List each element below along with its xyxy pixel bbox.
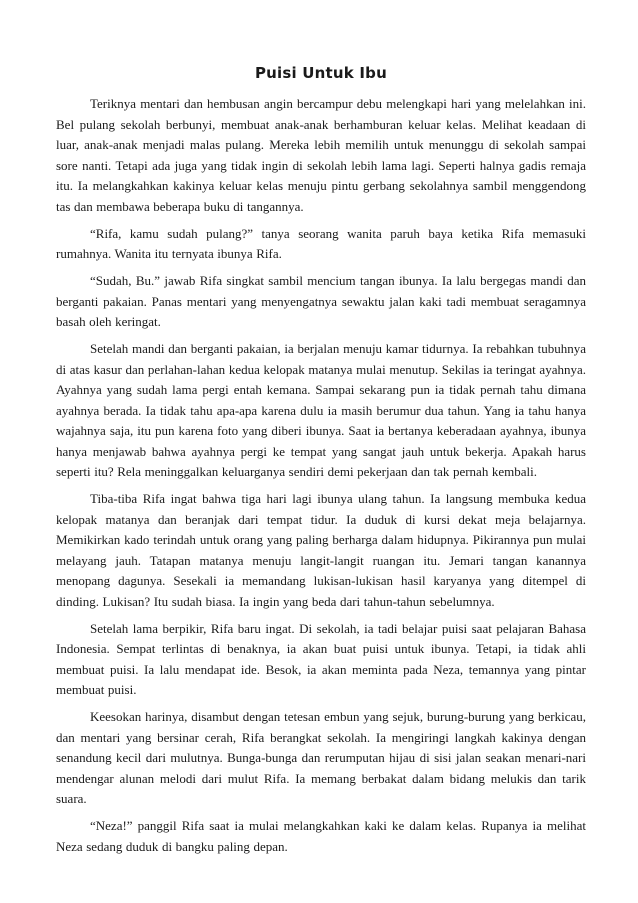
- paragraph: “Neza!” panggil Rifa saat ia mulai melangkahkan kaki ke dalam kelas. Rupanya ia melihat Neza sedang duduk di bangku paling depan.: [56, 818, 586, 854]
- document-title: Puisi Untuk Ibu: [254, 64, 387, 82]
- paragraph: “Sudah, Bu.” jawab Rifa singkat sambil mencium tangan ibunya. Ia lalu bergegas mandi dan berganti pakaian. Panas mentari yang menyengatnya sewaktu jalan kaki tadi membuat seragamnya basah oleh keringat.: [56, 273, 586, 329]
- paragraph: Tiba-tiba Rifa ingat bahwa tiga hari lagi ibunya ulang tahun. Ia langsung membuka kedua kelopak matanya dan beranjak dari tempat tidur. Ia duduk di kursi dekat meja belajarnya. Memikirkan kado terindah untuk orang yang paling berharga dalam hidupnya. Pikirannya pun mulai melayang jauh. Tatapan matanya menuju langit-langit ruangan itu. Jemari tangan kanannya menopang dagunya. Sesekali ia memandang lukisan-lukisan hasil karyanya yang ditempel di dinding. Lukisan? Itu sudah biasa. Ia ingin yang beda dari tahun-tahun sebelumnya.: [56, 491, 586, 609]
- document-page: [56, 62, 586, 864]
- paragraph: Setelah mandi dan berganti pakaian, ia berjalan menuju kamar tidurnya. Ia rebahkan tubuhnya di atas kasur dan perlahan-lahan kedua kelopak matanya mulai menutup. Sekilas ia teringat ayahnya. Ayahnya yang sudah lama pergi entah kemana. Sampai sekarang pun ia tidak pernah tahu dimana ayahnya berada. Ia tidak tahu apa-apa karena dulu ia masih berumur dua tahun. Yang ia tahu hanya wajahnya saja, itu pun karena foto yang diberi ibunya. Saat ia bertanya keberadaan ayahnya, ibunya hanya menjawab bahwa ayahnya pergi ke tempat yang sangat jauh untuk bekerja. Apakah harus seperti itu? Rela meninggalkan keluarganya sendiri demi pekerjaan dan tak pernah kembali.: [56, 341, 586, 479]
- paragraph: Teriknya mentari dan hembusan angin bercampur debu melengkapi hari yang melelahkan ini. Bel pulang sekolah berbunyi, membuat anak-anak berhamburan keluar kelas. Melihat keadaan di luar, anak-anak menjadi malas pulang. Mereka lebih memilih untuk menunggu di sekolah sampai sore nanti. Tetapi ada juga yang tidak ingin di sekolah lebih lama lagi. Seperti halnya gadis remaja itu. Ia melangkahkan kakinya keluar kelas menuju pintu gerbang sekolahnya sambil menggendong tas dan membawa beberapa buku di tangannya.: [56, 96, 586, 214]
- paragraph: Keesokan harinya, disambut dengan tetesan embun yang sejuk, burung-burung yang berkicau, dan mentari yang bersinar cerah, Rifa berangkat sekolah. Ia mengiringi langkah kakinya dengan senandung kecil dari mulutnya. Bunga-bunga dan rerumputan hijau di sisi jalan seakan menari-nari mendengar alunan melodi dari mulut Rifa. Ia memang berbakat dalam bidang melukis dan tarik suara.: [56, 709, 586, 806]
- paragraph: Setelah lama berpikir, Rifa baru ingat. Di sekolah, ia tadi belajar puisi saat pelajaran Bahasa Indonesia. Sempat terlintas di benaknya, ia akan buat puisi untuk ibunya. Tetapi, ia tidak ahli membuat puisi. Ia lalu mendapat ide. Besok, ia akan meminta pada Neza, temannya yang pintar membuat puisi.: [56, 620, 586, 697]
- paragraph: “Rifa, kamu sudah pulang?” tanya seorang wanita paruh baya ketika Rifa memasuki rumahnya. Wanita itu ternyata ibunya Rifa.: [56, 225, 586, 261]
